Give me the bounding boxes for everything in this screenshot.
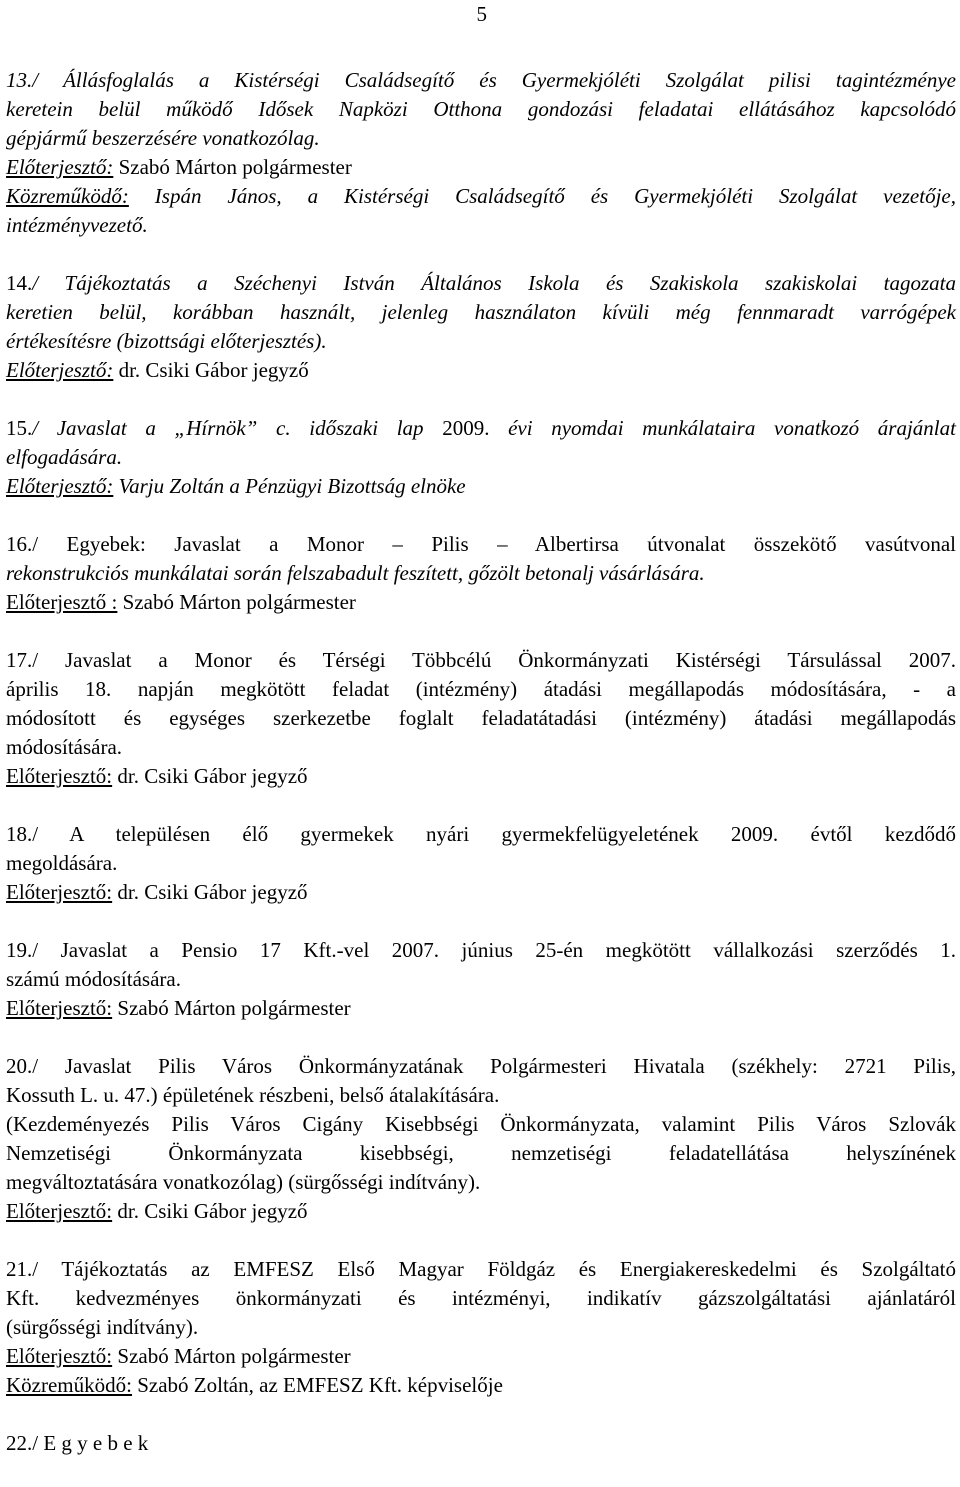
agenda-item-19 <box>6 936 956 1023</box>
item-19-presenter <box>6 994 956 1023</box>
agenda-item-22 <box>6 1429 956 1458</box>
presenter-name: Szabó Márton polgármester <box>117 590 356 614</box>
item-14-number: 14. <box>6 271 33 295</box>
item-20-presenter <box>6 1197 956 1226</box>
page-number: 5 <box>476 2 487 26</box>
item-17-line-1: 17./ Javaslat a Monor és Térségi Többcélú Önkormányzati Kistérségi Társulással 2007. <box>6 648 956 672</box>
item-21-line-3: (sürgősségi indítvány). <box>6 1315 199 1339</box>
item-17-line-4: módosítására. <box>6 735 123 759</box>
presenter-name: Szabó Márton polgármester <box>112 996 351 1020</box>
item-20-line-2: Kossuth L. u. 47.) épületének részbeni, belső átalakítására. <box>6 1083 500 1107</box>
agenda-item-20 <box>6 1052 956 1226</box>
item-15-line-2: elfogadására. <box>6 445 123 469</box>
contributor-name: Ispán János, a Kistérségi Családsegítő és Gyermekjóléti Szolgálat vezetője, <box>128 184 956 208</box>
item-14-line-1 <box>6 269 956 298</box>
item-21-line-1: 21./ Tájékoztatás az EMFESZ Első Magyar Földgáz és Energiakereskedelmi és Szolgáltató <box>6 1257 956 1281</box>
item-16-presenter <box>6 588 956 617</box>
agenda-item-17 <box>6 646 956 791</box>
item-15-year: 2009. <box>442 416 490 440</box>
agenda-item-16 <box>6 530 956 617</box>
item-13-line-2: keretein belül működő Idősek Napközi Otthona gondozási feladatai ellátásához kapcsolódó <box>6 97 956 121</box>
item-17-date: április 18. <box>6 677 112 701</box>
presenter-label: Előterjesztő: <box>6 996 113 1020</box>
item-18-line-1: 18./ A településen élő gyermekek nyári gyermekfelügyeletének 2009. évtől kezdődő <box>6 822 956 846</box>
contributor-name: Szabó Zoltán, az EMFESZ Kft. képviselője <box>131 1373 503 1397</box>
presenter-label: Előterjesztő: <box>6 1199 113 1223</box>
presenter-name: dr. Csiki Gábor jegyző <box>112 880 308 904</box>
agenda-item-21 <box>6 1255 956 1400</box>
item-14-line-3: értékesítésre (bizottsági előterjesztés). <box>6 329 327 353</box>
item-16-title-a: / Egyebek: <box>32 532 146 556</box>
item-21-line-2: Kft. kedvezményes önkormányzati és intézményi, indikatív gázszolgáltatási ajánlatáról <box>6 1286 956 1310</box>
item-15-title-a: / Javaslat a „Hírnök” c. időszaki lap <box>32 416 443 440</box>
presenter-label: Előterjesztő: <box>6 358 114 382</box>
item-20-line-3: (Kezdeményezés Pilis Város Cigány Kisebbségi Önkormányzata, valamint Pilis Város Szlovák <box>6 1112 956 1136</box>
presenter-name: Szabó Márton polgármester <box>112 1344 351 1368</box>
presenter-name: dr. Csiki Gábor jegyző <box>112 1199 308 1223</box>
item-15-number: 15. <box>6 416 33 440</box>
item-21-presenter <box>6 1342 956 1371</box>
item-20-line-1: 20./ Javaslat Pilis Város Önkormányzatának Polgármesteri Hivatala (székhely: 2721 Pilis, <box>6 1054 956 1078</box>
presenter-label: Előterjesztő: <box>6 474 114 498</box>
item-18-presenter <box>6 878 956 907</box>
item-17-title-b: napján megkötött feladat (intézmény) átadási megállapodás módosítására, - a <box>111 677 956 701</box>
item-17-line-3: módosított és egységes szerkezetbe foglalt feladatátadási (intézmény) átadási megállapodás <box>6 706 956 730</box>
agenda-item-14 <box>6 269 956 385</box>
item-13-contributor-cont: intézményvezető. <box>6 213 148 237</box>
contributor-label: Közreműködő: <box>6 184 129 208</box>
presenter-label: Előterjesztő: <box>6 764 113 788</box>
item-20-line-4: Nemzetiségi Önkormányzata kisebbségi, nemzetiségi feladatellátása helyszínének <box>6 1141 956 1165</box>
item-13-presenter <box>6 153 956 182</box>
item-19-line-1: 19./ Javaslat a Pensio 17 Kft.-vel 2007. június 25-én megkötött vállalkozási szerződés 1. <box>6 938 956 962</box>
item-21-contributor <box>6 1371 956 1400</box>
item-22-line-1: 22./ E g y e b e k <box>6 1431 149 1455</box>
item-15-presenter <box>6 472 956 501</box>
agenda-item-13 <box>6 66 956 240</box>
agenda-list <box>6 66 956 1487</box>
item-16-title-b: Javaslat a Monor – Pilis – Albertirsa útvonalat összekötő vasútvonal <box>145 532 957 556</box>
item-17-presenter <box>6 762 956 791</box>
presenter-name: Varju Zoltán a Pénzügyi Bizottság elnöke <box>113 474 466 498</box>
item-15-line-1 <box>6 414 956 443</box>
contributor-label: Közreműködő: <box>6 1373 132 1397</box>
item-14-line-2: keretien belül, korábban használt, jelenleg használaton kívüli még fennmaradt varrógépek <box>6 300 956 324</box>
item-19-line-2: számú módosítására. <box>6 967 181 991</box>
item-16-line-2: rekonstrukciós munkálatai során felszabadult feszített, gőzölt betonalj vásárlására. <box>6 561 705 585</box>
item-13-line-1: 13./ Állásfoglalás a Kistérségi Családsegítő és Gyermekjóléti Szolgálat pilisi tagintézménye <box>6 68 956 92</box>
presenter-label: Előterjesztő: <box>6 155 114 179</box>
item-20-line-5: megváltoztatására vonatkozólag) (sürgősségi indítvány). <box>6 1170 481 1194</box>
item-17-line-2 <box>6 675 956 704</box>
item-14-presenter <box>6 356 956 385</box>
presenter-label: Előterjesztő : <box>6 590 118 614</box>
item-13-contributor <box>6 182 956 211</box>
presenter-name: dr. Csiki Gábor jegyző <box>113 358 309 382</box>
presenter-name: Szabó Márton polgármester <box>113 155 352 179</box>
item-15-title-b: évi nyomdai munkálataira vonatkozó árajánlat <box>489 416 956 440</box>
agenda-item-15 <box>6 414 956 501</box>
item-14-title: / Tájékoztatás a Széchenyi István Általános Iskola és Szakiskola szakiskolai tagozata <box>32 271 956 295</box>
item-18-line-2: megoldására. <box>6 851 118 875</box>
presenter-label: Előterjesztő: <box>6 880 113 904</box>
item-13-line-3: gépjármű beszerzésére vonatkozólag. <box>6 126 320 150</box>
agenda-item-18 <box>6 820 956 907</box>
item-16-number: 16. <box>6 532 33 556</box>
presenter-label: Előterjesztő: <box>6 1344 113 1368</box>
item-16-line-1 <box>6 530 956 559</box>
presenter-name: dr. Csiki Gábor jegyző <box>112 764 308 788</box>
